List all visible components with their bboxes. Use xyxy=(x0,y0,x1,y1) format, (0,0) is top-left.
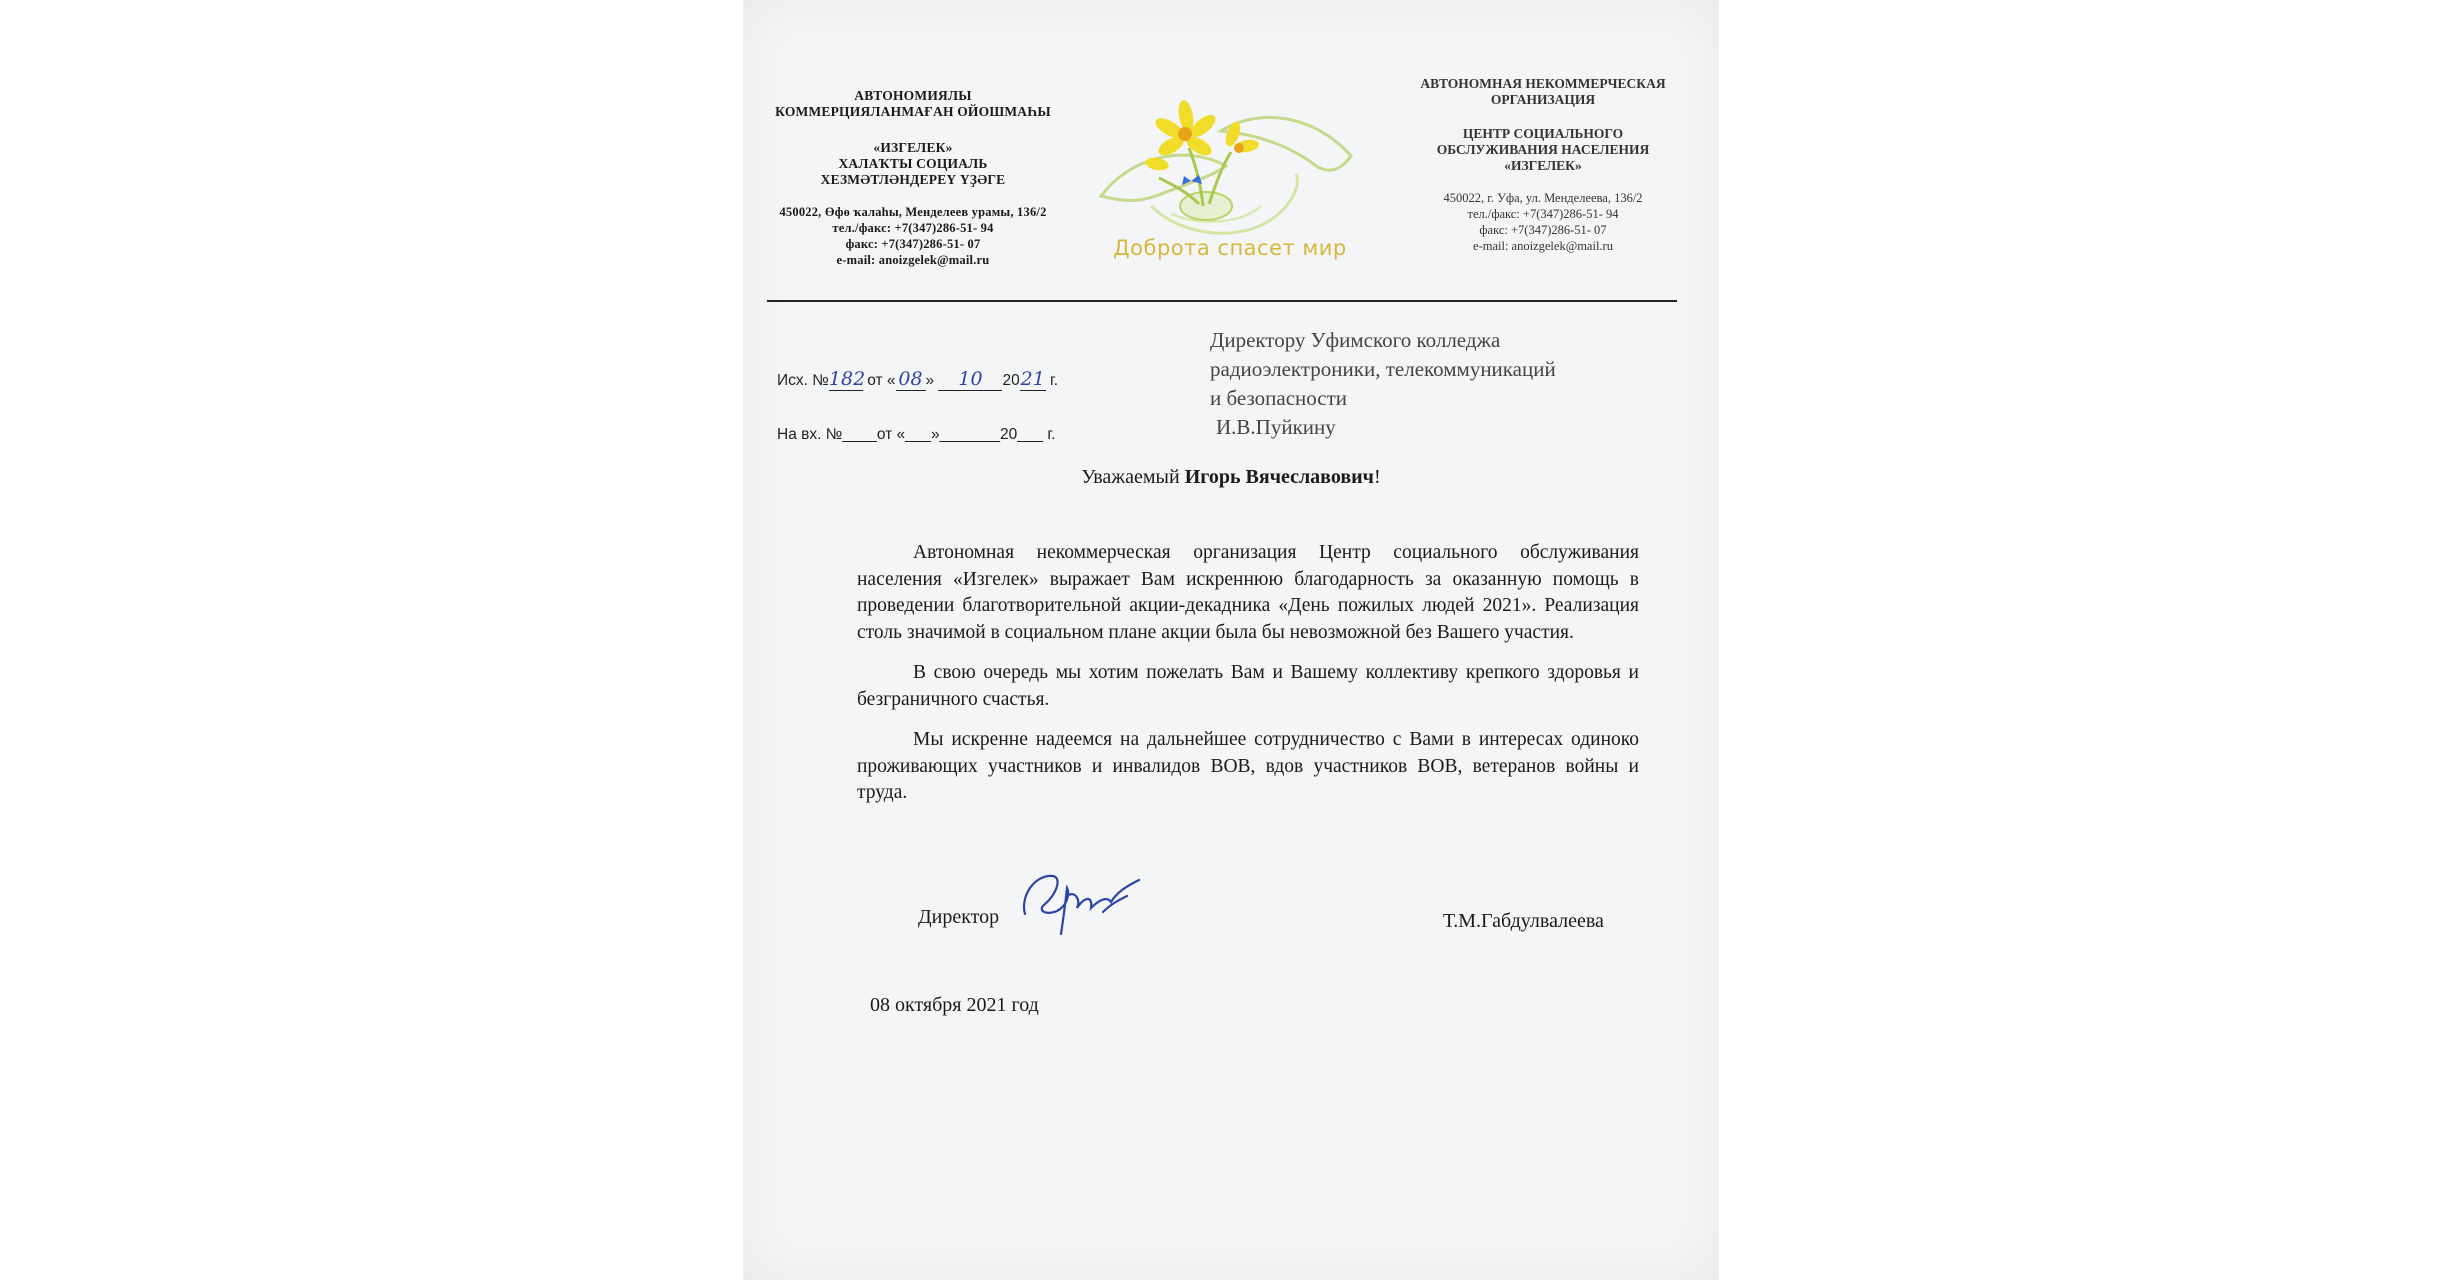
out-year: 21 xyxy=(1020,368,1045,390)
out-day: 08 xyxy=(896,368,926,391)
header-left-line: КОММЕРЦИЯЛАНМАҒАН ОЙОШМАҺЫ xyxy=(775,104,1051,119)
salutation xyxy=(743,466,1719,489)
addressee-line: и безопасности xyxy=(1210,386,1348,410)
addressee-line: радиоэлектроники, телекоммуникаций xyxy=(1210,357,1556,381)
addressee-block xyxy=(1210,326,1660,442)
header-left-phone: тел./факс: +7(347)286-51- 94 xyxy=(832,221,994,235)
letter-body xyxy=(857,540,1639,821)
header-right-line: «ИЗГЕЛЕК» xyxy=(1504,158,1582,173)
salutation-prefix: Уважаемый xyxy=(1081,466,1180,488)
body-paragraph: В свою очередь мы хотим пожелать Вам и Вашему коллективу крепкого здоровья и безграничного счастья. xyxy=(857,662,1639,710)
header-right-line: АВТОНОМНАЯ НЕКОММЕРЧЕСКАЯ xyxy=(1420,76,1666,91)
header-right-line: ОРГАНИЗАЦИЯ xyxy=(1490,92,1596,107)
header-left-line: ХАЛАҠТЫ СОЦИАЛЬ xyxy=(838,156,988,171)
out-number: 182 xyxy=(828,368,866,390)
signer-title: Директор xyxy=(918,906,1000,928)
addressee-line: Директору Уфимского колледжа xyxy=(1210,328,1501,352)
signer-name: Т.М.Габдулвалеева xyxy=(1443,910,1604,932)
salutation-name: Игорь Вячеславович xyxy=(1184,466,1374,488)
header-left-line: «ИЗГЕЛЕК» xyxy=(873,140,953,155)
header-left-address: 450022, Өфө ҡалаһы, Менделеев урамы, 136/2 xyxy=(779,205,1047,219)
header-left-fax: факс: +7(347)286-51- 07 xyxy=(845,237,981,251)
header-right-phone: тел./факс: +7(347)286-51- 94 xyxy=(1467,207,1619,221)
header-right-email: e-mail: anoizgelek@mail.ru xyxy=(1473,239,1613,253)
out-suffix: г. xyxy=(1050,372,1059,389)
out-prefix: Исх. № xyxy=(777,372,829,389)
letter-sheet xyxy=(743,0,1719,1280)
out-year-prefix: 20 xyxy=(1002,372,1020,389)
logo-slogan: Доброта спасет мир xyxy=(1113,236,1347,260)
incoming-reference: На вх. №____от «___»_______20___ г. xyxy=(777,426,1056,443)
salutation-suffix: ! xyxy=(1373,466,1381,488)
header-right-line: ЦЕНТР СОЦИАЛЬНОГО xyxy=(1462,126,1624,141)
outgoing-reference xyxy=(777,368,1058,391)
header-left-line: ХЕЗМӘТЛӘНДЕРЕҮ ҮҘӘГЕ xyxy=(820,172,1006,187)
header-russian xyxy=(1383,76,1703,254)
body-paragraph: Автономная некоммерческая организация Центр социального обслуживания населения «Изгелек» выражает Вам искреннюю благодарность за оказанную помощь в проведении благотворительной акции-декадника «День пожилых людей 2021». Реализация столь значимой в социальном плане акции была бы невозможной без Вашего участия. xyxy=(857,542,1639,643)
header-divider xyxy=(767,300,1677,302)
header-left-email: e-mail: anoizgelek@mail.ru xyxy=(836,253,990,267)
header-bashkir xyxy=(763,88,1063,268)
header-right-fax: факс: +7(347)286-51- 07 xyxy=(1479,223,1607,237)
header-right-address: 450022, г. Уфа, ул. Менделеева, 136/2 xyxy=(1443,191,1643,205)
header-right-line: ОБСЛУЖИВАНИЯ НАСЕЛЕНИЯ xyxy=(1436,142,1650,157)
out-month: 10 xyxy=(938,368,1002,391)
out-from: от « xyxy=(867,372,896,389)
out-mid: » xyxy=(925,372,935,389)
handwritten-signature-icon xyxy=(1015,866,1145,941)
addressee-line: И.В.Пуйкину xyxy=(1216,415,1336,439)
letter-date: 08 октября 2021 год xyxy=(870,994,1039,1016)
body-paragraph: Мы искренне надеемся на дальнейшее сотрудничество с Вами в интересах одиноко проживающих участников и инвалидов ВОВ, вдов участников ВОВ, ветеранов войны и труда. xyxy=(857,729,1639,803)
header-left-line: АВТОНОМИЯЛЫ xyxy=(854,88,972,103)
